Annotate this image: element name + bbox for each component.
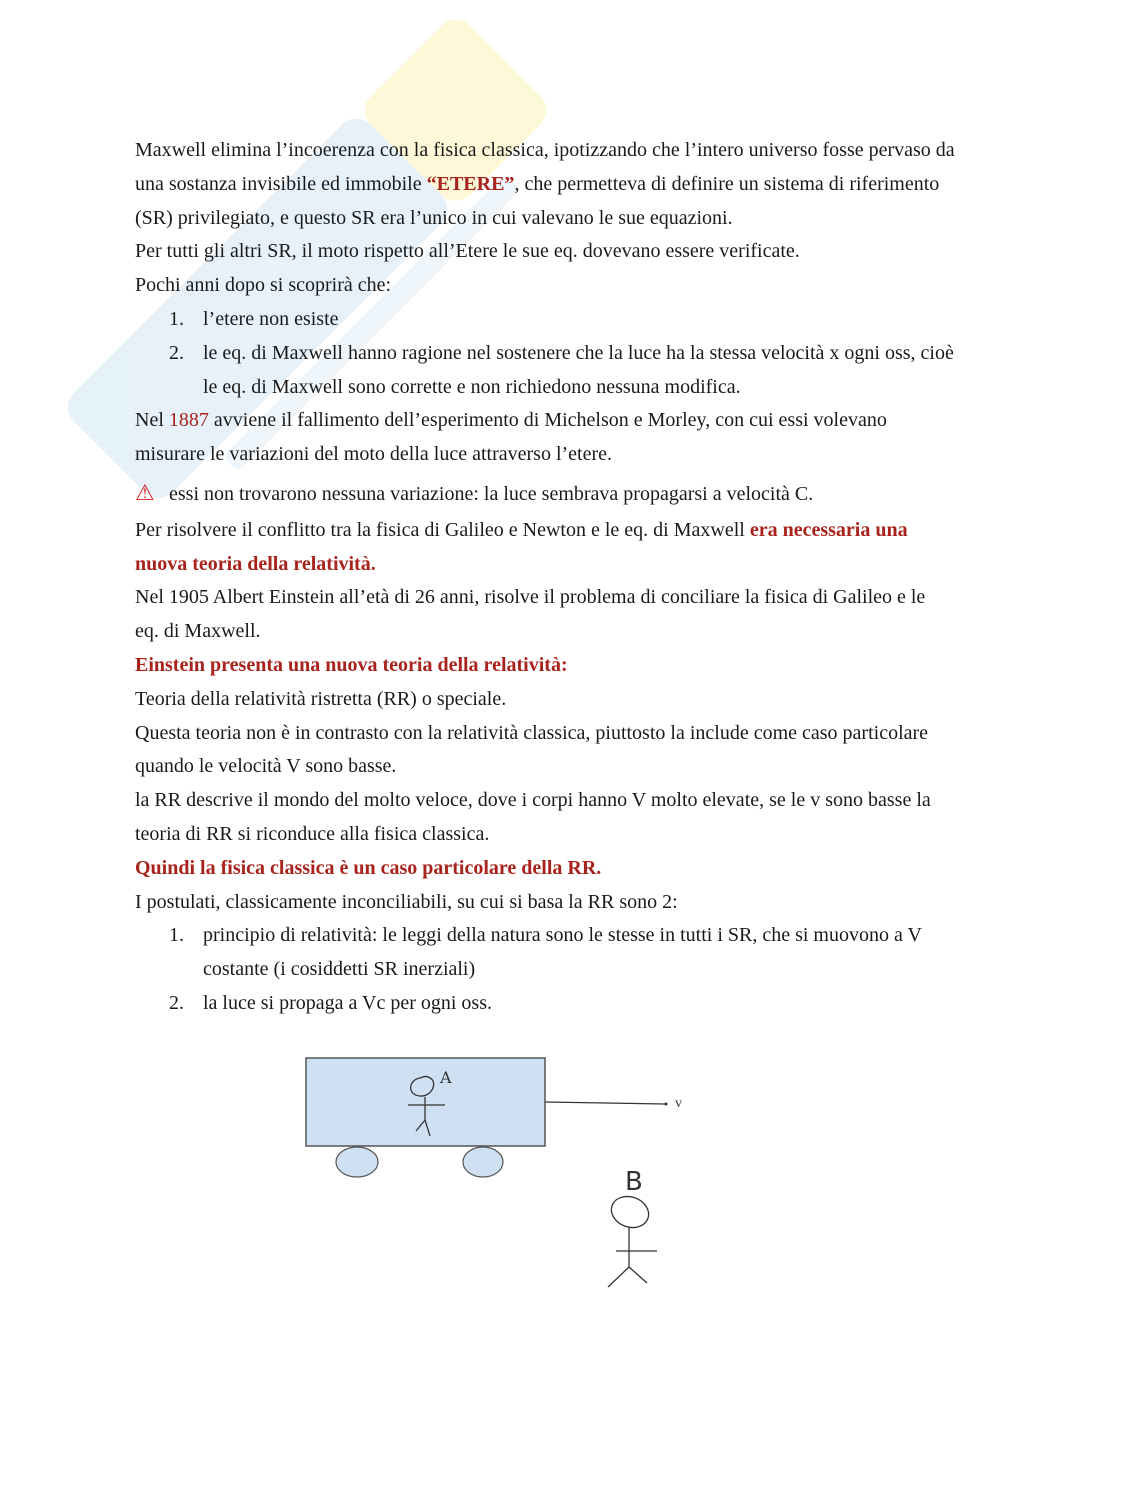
- text-line: nuova teoria della relatività.: [135, 552, 376, 575]
- text-line: Per tutti gli altri SR, il moto rispetto all’Etere le sue eq. dovevano essere verificate.: [135, 240, 800, 263]
- list-item: 2. le eq. di Maxwell hanno ragione nel sostenere che la luce ha la stessa velocità x ogni oss, cioè: [169, 341, 954, 364]
- observer-b: [607, 1191, 657, 1287]
- text-line: Nel 1887 avviene il fallimento dell’esperimento di Michelson e Morley, con cui essi volevano: [135, 409, 887, 432]
- year-highlight: 1887: [168, 409, 209, 432]
- relativity-sketch: [290, 1040, 710, 1300]
- wagon-wheel: [336, 1147, 378, 1177]
- text-line: una sostanza invisibile ed immobile “ETERE”, che permetteva di definire un sistema di riferimento: [135, 172, 940, 195]
- highlight-statement: Quindi la fisica classica è un caso particolare della RR.: [135, 856, 602, 879]
- text-line: (SR) privilegiato, e questo SR era l’unico in cui valevano le sue equazioni.: [135, 206, 733, 229]
- list-item-continuation: le eq. di Maxwell sono corrette e non richiedono nessuna modifica.: [203, 375, 741, 398]
- text-line: Teoria della relatività ristretta (RR) o speciale.: [135, 687, 507, 710]
- label-v: v: [675, 1096, 682, 1111]
- wagon-wheel: [463, 1147, 503, 1177]
- velocity-arrow: [545, 1102, 665, 1104]
- warning-icon: ⚠: [135, 479, 155, 505]
- etere-highlight: “ETERE”: [426, 172, 515, 195]
- text-line: eq. di Maxwell.: [135, 620, 261, 643]
- text-line: Maxwell elimina l’incoerenza con la fisica classica, ipotizzando che l’intero universo fosse pervaso da: [135, 139, 955, 161]
- document-body: [135, 134, 1025, 1021]
- list-item: 1. principio di relatività: le leggi della natura sono le stesse in tutti i SR, che si muovono a V: [169, 924, 922, 947]
- text-line: la RR descrive il mondo del molto veloce, dove i corpi hanno V molto elevate, se le v sono basse la: [135, 789, 931, 812]
- text-line: Nel 1905 Albert Einstein all’età di 26 anni, risolve il problema di conciliare la fisica di Galileo e le: [135, 586, 926, 609]
- text-line: misurare le variazioni del moto della luce attraverso l’etere.: [135, 443, 613, 466]
- text-line: I postulati, classicamente inconciliabili, su cui si basa la RR sono 2:: [135, 890, 678, 913]
- text-line: quando le velocità V sono basse.: [135, 755, 397, 778]
- text-line: Pochi anni dopo si scoprirà che:: [135, 274, 392, 297]
- warning-line: ⚠ essi non trovarono nessuna variazione: la luce sembrava propagarsi a velocità C.: [135, 476, 1025, 510]
- section-heading: Einstein presenta una nuova teoria della relatività:: [135, 653, 568, 676]
- label-a: A: [440, 1068, 452, 1087]
- text-line: Per risolvere il conflitto tra la fisica di Galileo e Newton e le eq. di Maxwell era necessaria una: [135, 518, 908, 541]
- list-item-continuation: costante (i cosiddetti SR inerziali): [203, 958, 476, 981]
- text-line: Questa teoria non è in contrasto con la relatività classica, piuttosto la include come caso particolare: [135, 721, 929, 744]
- label-b: B: [625, 1167, 643, 1197]
- list-item: 2. la luce si propaga a Vc per ogni oss.: [169, 991, 492, 1014]
- text-line: teoria di RR si riconduce alla fisica classica.: [135, 822, 490, 845]
- list-item: 1. l’etere non esiste: [169, 307, 339, 330]
